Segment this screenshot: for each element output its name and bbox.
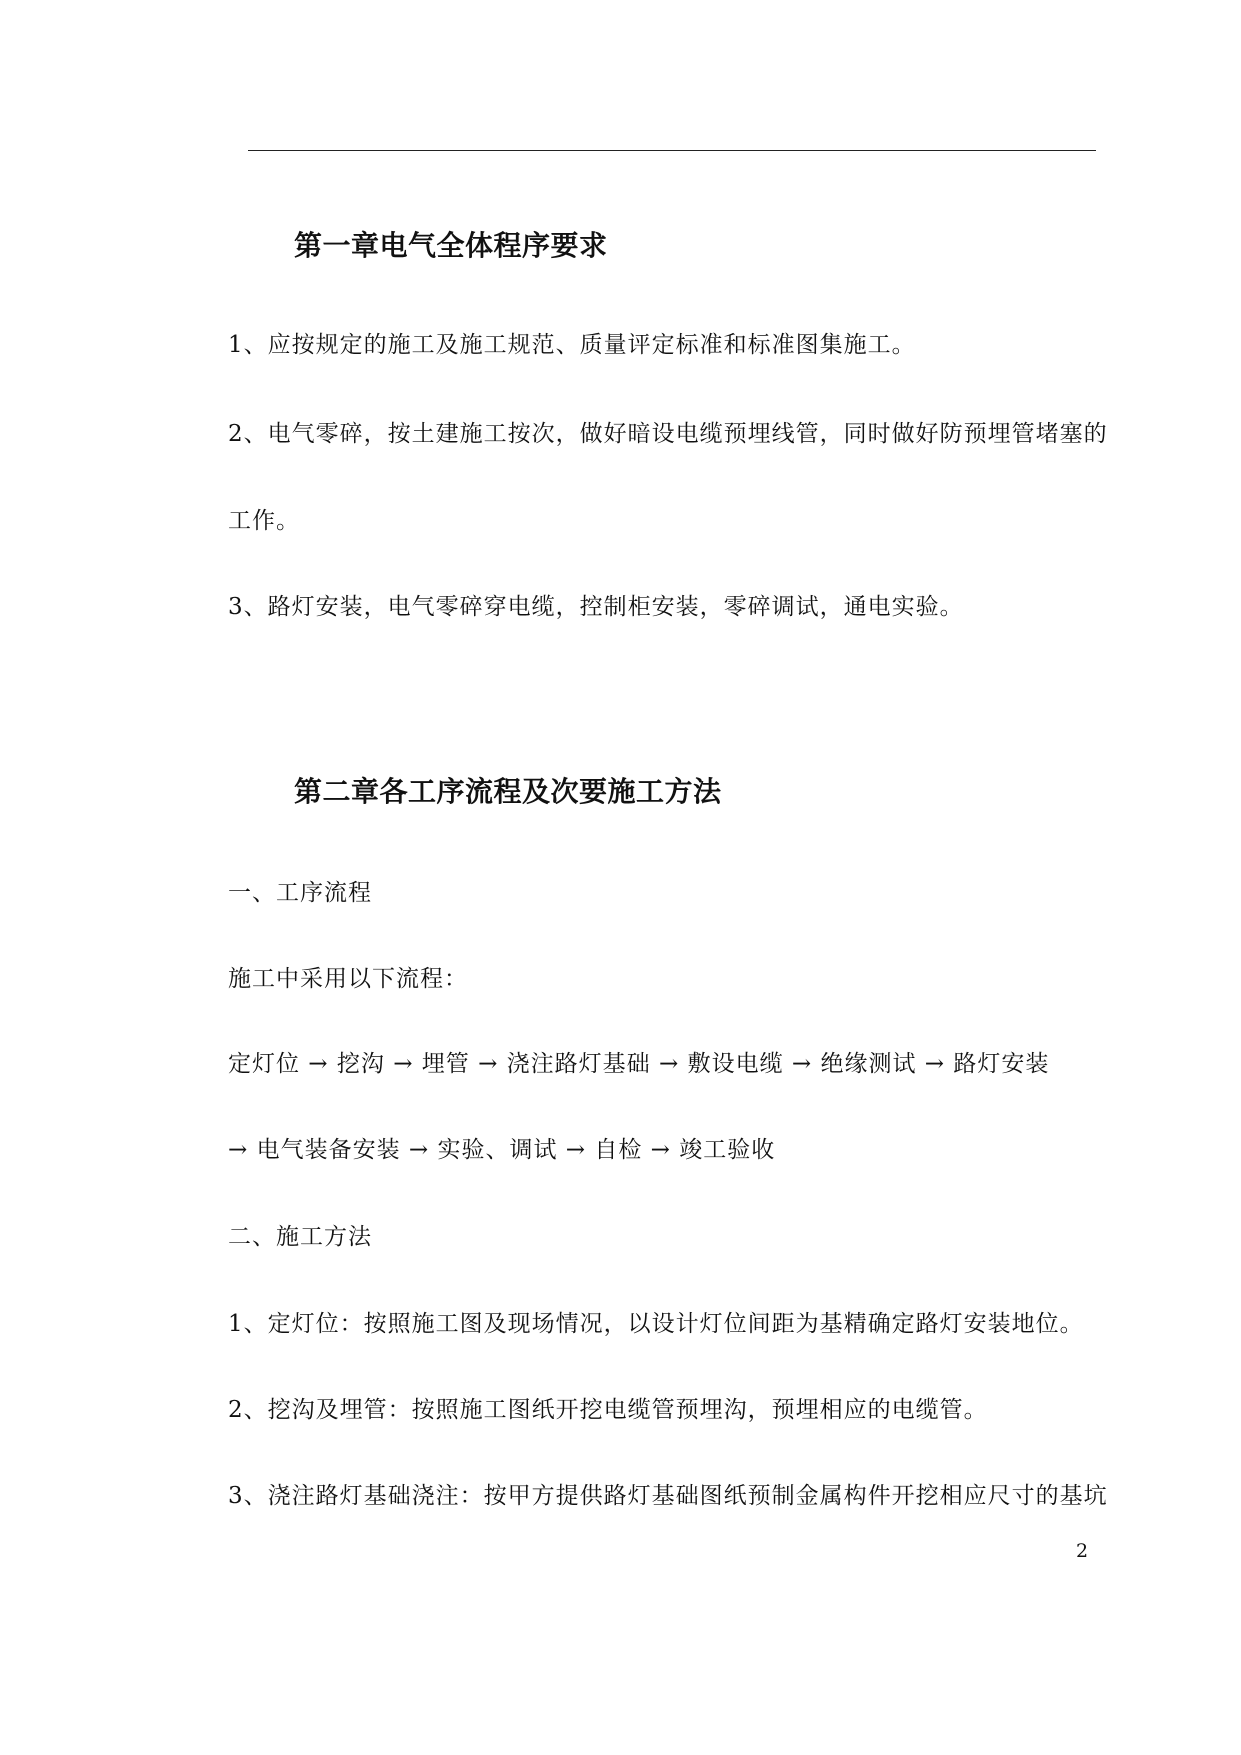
chapter-1-line-2: 2、电气零碎，按土建施工按次，做好暗设电缆预埋线管，同时做好防预埋管堵塞的 xyxy=(228,421,1108,447)
chapter-1-line-3: 工作。 xyxy=(228,508,300,534)
flow-line-2: → 电气装备安装 → 实验、调试 → 自检 → 竣工验收 xyxy=(228,1137,776,1163)
page-number: 2 xyxy=(1076,1540,1089,1562)
chapter-1-line-1: 1、应按规定的施工及施工规范、质量评定标准和标准图集施工。 xyxy=(228,332,916,358)
section-2-title: 二、施工方法 xyxy=(228,1224,372,1250)
chapter-2-title: 第二章各工序流程及次要施工方法 xyxy=(294,775,722,808)
flow-line-1: 定灯位 → 挖沟 → 埋管 → 浇注路灯基础 → 敷设电缆 → 绝缘测试 → 路灯安装 xyxy=(228,1051,1050,1077)
flow-intro: 施工中采用以下流程： xyxy=(228,966,468,992)
method-line-1: 1、定灯位：按照施工图及现场情况，以设计灯位间距为基精确定路灯安装地位。 xyxy=(228,1311,1084,1337)
chapter-1-title: 第一章电气全体程序要求 xyxy=(294,229,608,262)
method-line-2: 2、挖沟及埋管：按照施工图纸开挖电缆管预埋沟，预埋相应的电缆管。 xyxy=(228,1397,988,1423)
chapter-1-line-4: 3、路灯安装，电气零碎穿电缆，控制柜安装，零碎调试，通电实验。 xyxy=(228,594,964,620)
method-line-3: 3、浇注路灯基础浇注：按甲方提供路灯基础图纸预制金属构件开挖相应尺寸的基坑 xyxy=(228,1483,1108,1509)
section-1-title: 一、工序流程 xyxy=(228,880,372,906)
header-rule xyxy=(248,150,1096,151)
